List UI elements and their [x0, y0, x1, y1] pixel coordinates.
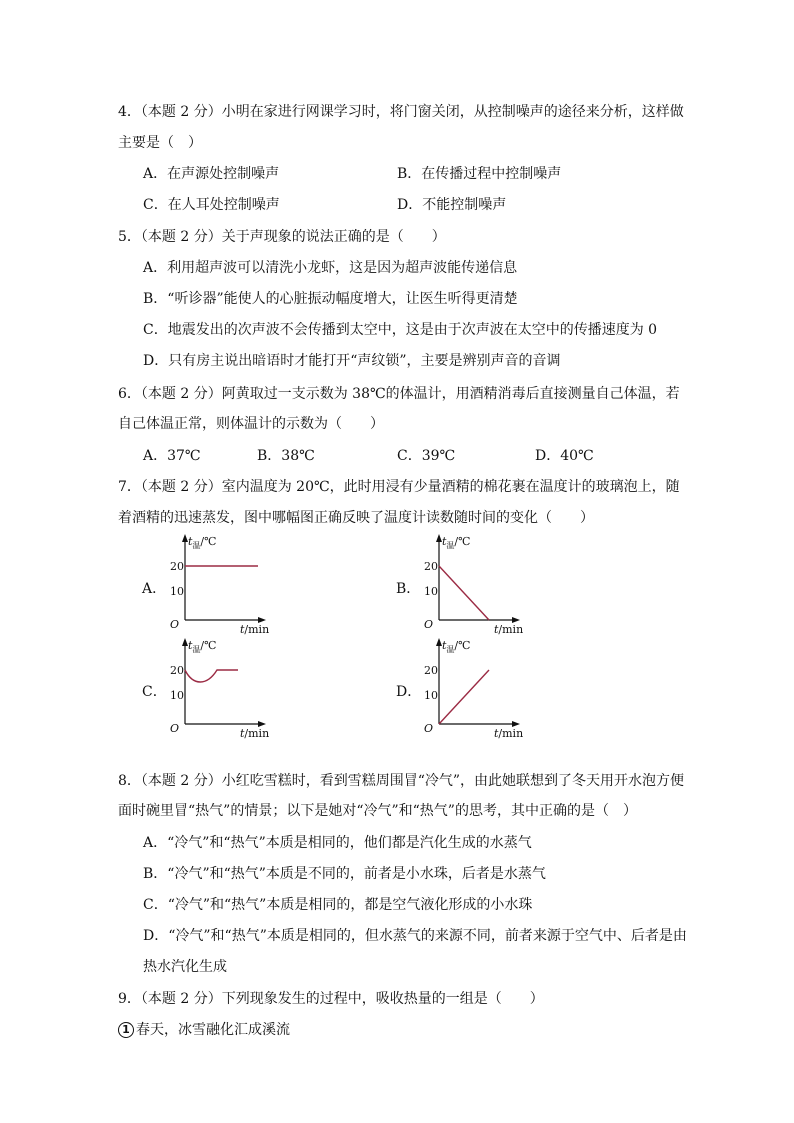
q4-option-a: A．在声源处控制噪声	[143, 166, 280, 182]
origin-label: O	[424, 618, 434, 631]
q8-option-d: D．“冷气”和“热气”本质是相同的，但水蒸气的来源不同，前者来源于空气中、后者是由	[143, 928, 687, 944]
q4-stem-line1: 4．（本题 2 分）小明在家进行网课学习时，将门窗关闭，从控制噪声的途径来分析，这样做	[118, 104, 684, 120]
y-axis-label: $t_温/℃$	[188, 639, 217, 654]
circled-number-1: 1	[118, 1022, 134, 1038]
temperature-curve	[439, 670, 489, 724]
x-axis-label: t/min	[240, 727, 270, 740]
q8-stem-line2: 面时碗里冒“热气”的情景；以下是她对“冷气”和“热气”的思考，其中正确的是（ ）	[118, 803, 637, 819]
q8-option-c: C．“冷气”和“热气”本质是相同的，都是空气液化形成的小水珠	[143, 897, 533, 913]
graph-b	[414, 532, 524, 636]
origin-label: O	[170, 722, 180, 735]
tick-label-20: 20	[424, 560, 438, 573]
q6-stem-line2: 自己体温正常，则体温计的示数为（ ）	[118, 416, 384, 432]
q7-stem-line2: 着酒精的迅速蒸发，图中哪幅图正确反映了温度计读数随时间的变化（ ）	[118, 510, 594, 526]
q6-option-b: B．38℃	[257, 448, 315, 464]
graph-d-label: D．	[396, 684, 422, 700]
origin-label: O	[424, 722, 434, 735]
q5-option-b: B．“听诊器”能使人的心脏振动幅度增大，让医生听得更清楚	[143, 291, 518, 307]
q9-item-1-text: 春天，冰雪融化汇成溪流	[136, 1022, 290, 1038]
q6-option-c: C．39℃	[397, 448, 456, 464]
x-axis-label: t/min	[494, 727, 524, 740]
origin-label: O	[170, 618, 180, 631]
x-axis-label: t/min	[494, 623, 524, 636]
graph-a-label: A．	[142, 581, 167, 597]
tick-label-10: 10	[170, 689, 184, 702]
q4-option-c: C．在人耳处控制噪声	[143, 197, 280, 213]
q8-option-d-cont: 热水汽化生成	[143, 959, 227, 975]
y-axis-label: $t_温/℃$	[442, 535, 471, 550]
tick-label-20: 20	[424, 664, 438, 677]
graph-c	[160, 636, 270, 740]
tick-label-10: 10	[170, 585, 184, 598]
q6-option-a: A．37℃	[143, 448, 201, 464]
q4-stem-line2: 主要是（ ）	[118, 135, 202, 151]
q9-item-1	[118, 1021, 290, 1039]
q5-option-d: D．只有房主说出暗语时才能打开“声纹锁”，主要是辨别声音的音调	[143, 353, 561, 369]
tick-label-20: 20	[170, 560, 184, 573]
q7-stem-line1: 7．（本题 2 分）室内温度为 20℃，此时用浸有少量酒精的棉花裹在温度计的玻璃泡上，随	[118, 479, 680, 495]
q6-stem-line1: 6．（本题 2 分）阿黄取过一支示数为 38℃的体温计，用酒精消毒后直接测量自己体温，若	[118, 386, 680, 402]
q9-stem: 9．（本题 2 分）下列现象发生的过程中，吸收热量的一组是（ ）	[118, 991, 544, 1007]
graph-b-label: B．	[396, 581, 421, 597]
temperature-curve	[185, 670, 238, 682]
q5-option-c: C．地震发出的次声波不会传播到太空中，这是由于次声波在太空中的传播速度为 0	[143, 322, 658, 338]
graph-c-label: C．	[142, 684, 167, 700]
y-axis-label: $t_温/℃$	[442, 639, 471, 654]
q8-option-b: B．“冷气”和“热气”本质是不同的，前者是小水珠，后者是水蒸气	[143, 866, 546, 882]
q6-option-d: D．40℃	[535, 448, 594, 464]
q4-option-d: D．不能控制噪声	[397, 197, 507, 213]
tick-label-10: 10	[424, 689, 438, 702]
tick-label-10: 10	[424, 585, 438, 598]
q5-stem: 5．（本题 2 分）关于声现象的说法正确的是（ ）	[118, 229, 446, 245]
y-axis-label: $t_温/℃$	[188, 535, 217, 550]
q8-stem-line1: 8．（本题 2 分）小红吃雪糕时，看到雪糕周围冒“冷气”，由此她联想到了冬天用开水泡方便	[118, 773, 685, 789]
q5-option-a: A．利用超声波可以清洗小龙虾，这是因为超声波能传递信息	[143, 260, 518, 276]
temperature-curve	[439, 566, 489, 620]
x-axis-label: t/min	[240, 623, 270, 636]
graph-a	[160, 532, 270, 636]
q4-option-b: B．在传播过程中控制噪声	[397, 166, 562, 182]
tick-label-20: 20	[170, 664, 184, 677]
q8-option-a: A．“冷气”和“热气”本质是相同的，他们都是汽化生成的水蒸气	[143, 835, 532, 851]
graph-d	[414, 636, 524, 740]
